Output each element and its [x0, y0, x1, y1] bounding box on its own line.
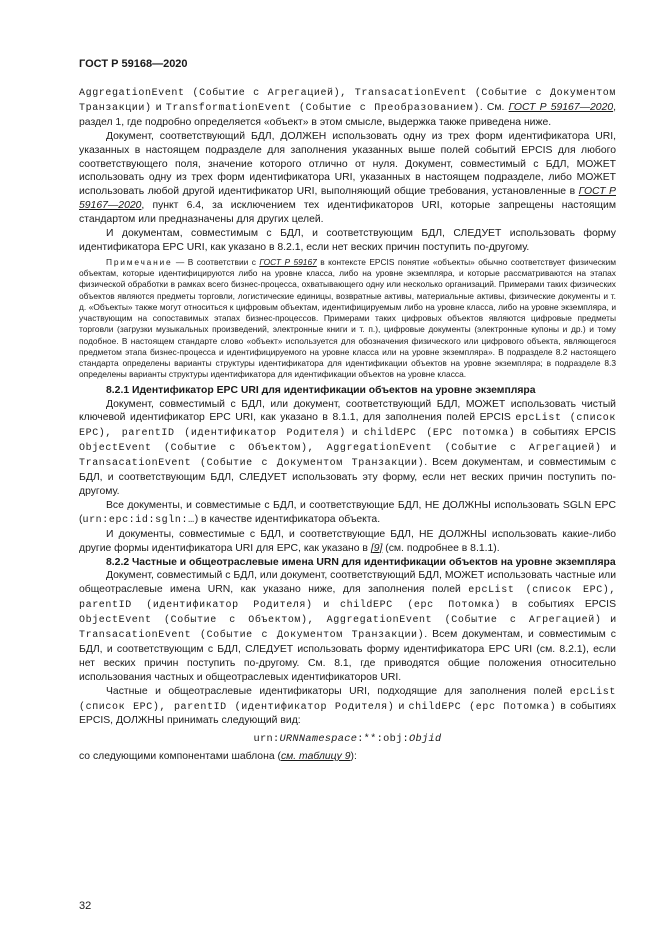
reference-link[interactable]: [9] — [370, 542, 383, 554]
page-content — [79, 86, 616, 764]
note: Примечание — В соответствии с ГОСТ Р 59167 в контексте EPCIS понятие «объекты» обычно соответствует физическим объектам, которые идентифицируются либо на уровне класса, либо на уровне экземпляра, и которые рассматриваются на этапах физической обработки в рамках всего бизнес-процесса, охватывающего одну или несколько организаций. Примерами таких физических объектов являются предметы торговли, логистические единицы, возвратные активы, материальные активы, физические документы и т. д. «Объекты» также могут относиться к цифровым объектам, идентифицируемым либо на уровне класса, либо на уровне экземпляра, и участвующим на сопоставимых этапах бизнес-процессов. Примерами таких цифровых объектов являются цифровые предметы торговли (загрузки музыкальных произведений, электронные книги и т. п.), цифровые документы (электронные купоны и др.) и тому подобное. В настоящем стандарте слово «объект» используется для обозначения физического или цифрового объекта, являющегося предметом этапа бизнес-процесса и идентифицируемого на уровне класса или на уровне экземпляра». В подразделе 8.2 настоящего стандарта определены варианты структуры идентификатора для идентификации объектов на уровне экземпляра; в подразделе 8.3 определены варианты структуры идентификатора для идентификации объектов на уровне класса. — [79, 256, 616, 380]
reference-link[interactable]: см. таблицу 9 — [280, 751, 351, 763]
paragraph: И документы, совместимые с БДЛ, и соответствующие БДЛ, НЕ ДОЛЖНЫ использовать какие-либо другие формы идентификатора URI для EPC, как указано в [9] (см. подробнее в 8.1.1). — [79, 528, 616, 554]
reference-link[interactable]: ГОСТ Р 59167—2020 — [79, 186, 616, 212]
code-text: epcList (список EPC), parentID (идентификатор Родителя) — [79, 585, 617, 612]
code-text: TransformationEvent (Событие с Преобразованием) — [165, 102, 480, 114]
document-header: ГОСТ Р 59168—2020 — [79, 58, 188, 70]
paragraph: Все документы, и совместимые с БДЛ, и соответствующие БДЛ, НЕ ДОЛЖНЫ использовать SGLN EPC (urn:epc:id:sgln:…) в качестве идентификатора объекта. — [79, 499, 616, 526]
paragraph: Документ, соответствующий БДЛ, ДОЛЖЕН использовать одну из трех форм идентификатора URI, указанных в настоящем подразделе для заполнения указанных выше полей событий EPCIS для любого соответствующего поля, значение которого отлично от нуля. Документ, совместимый с БДЛ, МОЖЕТ использовать одну из трех форм идентификатора URI, указанных в настоящем подразделе, либо МОЖЕТ использовать любой другой идентификатор URI, выполняющий общие требования, установленные в ГОСТ Р 59167—2020, пункт 6.4, за исключением тех идентификаторов URI, которые запрещены настоящим стандартом или предназначены для других целей. — [79, 130, 616, 226]
code-text: TransacationEvent (Событие с Документом Транзакции) — [79, 630, 425, 642]
reference-link[interactable]: ГОСТ Р 59167 — [259, 256, 317, 267]
code-text: AggregationEvent (Событие с Агрегацией), TransacationEvent (Событие с Документом Транзакции) — [79, 88, 616, 114]
section-heading-8-2-2: 8.2.2 Частные и общеотраслевые имена URN для идентификации объектов на уровне экземпляра — [106, 556, 616, 568]
paragraph-continuation: AggregationEvent (Событие с Агрегацией), TransacationEvent (Событие с Документом Транзакции) и TransformationEvent (Событие с Преобразованием). См. ГОСТ Р 59167—2020, раздел 1, где подробно определяется «объект» в этом смысле, выдержка также приведена ниже. — [79, 88, 617, 128]
paragraph: Документ, совместимый с БДЛ, или документ, соответствующий БДЛ, МОЖЕТ использовать частные или общеотраслевые имена URN, как указано ниже, для заполнения полей epcList (список EPC), parentID (идентификатор Родителя) и childEPC (epc Потомка) в событиях EPCIS ObjectEvent (Событие с Объектом), AggregationEvent (Событие с Агрегацией) и TransacationEvent (Событие с Документом Транзакции). Всем документам, и совместимым с БДЛ, и соответствующим с БДЛ, СЛЕДУЕТ использовать форму идентификатора EPC URI (см. 8.2.1), если нет веских причин поступить по-другому. См. 8.1, где приводятся общие положения относительно использования частных и общеотраслевых идентификаторов URI. — [79, 570, 617, 683]
reference-link[interactable]: ГОСТ Р 59167—2020 — [508, 101, 614, 113]
page-number: 32 — [79, 900, 92, 912]
paragraph: со следующими компонентами шаблона (см. таблицу 9): — [79, 751, 357, 763]
code-text: ObjectEvent (Событие с Объектом), AggregationEvent (Событие с Агрегацией) — [79, 443, 602, 455]
code-text: childEPC (EPC потомка) — [363, 428, 516, 440]
paragraph: И документам, совместимым с БДЛ, и соответствующим БДЛ, СЛЕДУЕТ использовать форму идентификатора EPC URI, как указано в 8.2.1, если нет веских причин поступить по-другому. — [79, 228, 616, 253]
note-label: Примечание — [106, 256, 173, 267]
urn-template-formula: urn:URNNamespace:**:obj:Objid — [253, 733, 442, 746]
code-text: epcList (список EPC), parentID (идентификатор Родителя) — [79, 413, 617, 440]
code-text: urn:epc:id:sgln:… — [82, 514, 195, 526]
paragraph: Частные и общеотраслевые идентификаторы URI, подходящие для заполнения полей epcList (список EPC), parentID (идентификатор Родителя) и childEPC (epc Потомка) в событиях EPCIS, ДОЛЖНЫ принимать следующий вид: — [79, 685, 616, 727]
paragraph: Документ, совместимый с БДЛ, или документ, соответствующий БДЛ, МОЖЕТ использовать чистый ключевой идентификатор EPC URI, как указано в 8.1.1, для заполнения полей EPCIS epcList (список EPC), parentID (идентификатор Родителя) и childEPC (EPC потомка) в событиях EPCIS ObjectEvent (Событие с Объектом), AggregationEvent (Событие с Агрегацией) и TransacationEvent (Событие с Документом Транзакции). Всем документам, и совместимым с БДЛ, и соответствующим БДЛ, СЛЕДУЕТ использовать эту форму, если нет веских причин поступить по-другому. — [79, 398, 617, 497]
code-text: ObjectEvent (Событие с Объектом), AggregationEvent (Событие с Агрегацией) — [79, 615, 602, 627]
section-heading-8-2-1: 8.2.1 Идентификатор EPC URI для идентификации объектов на уровне экземпляра — [106, 384, 536, 396]
code-text: TransacationEvent (Событие с Документом Транзакции) — [79, 458, 425, 470]
code-text: epcList (список EPC), parentID (идентификатор Родителя) — [79, 686, 616, 713]
code-text: childEPC (epc Потомка) — [408, 701, 557, 713]
code-text: childEPC (epc Потомка) — [340, 600, 502, 612]
